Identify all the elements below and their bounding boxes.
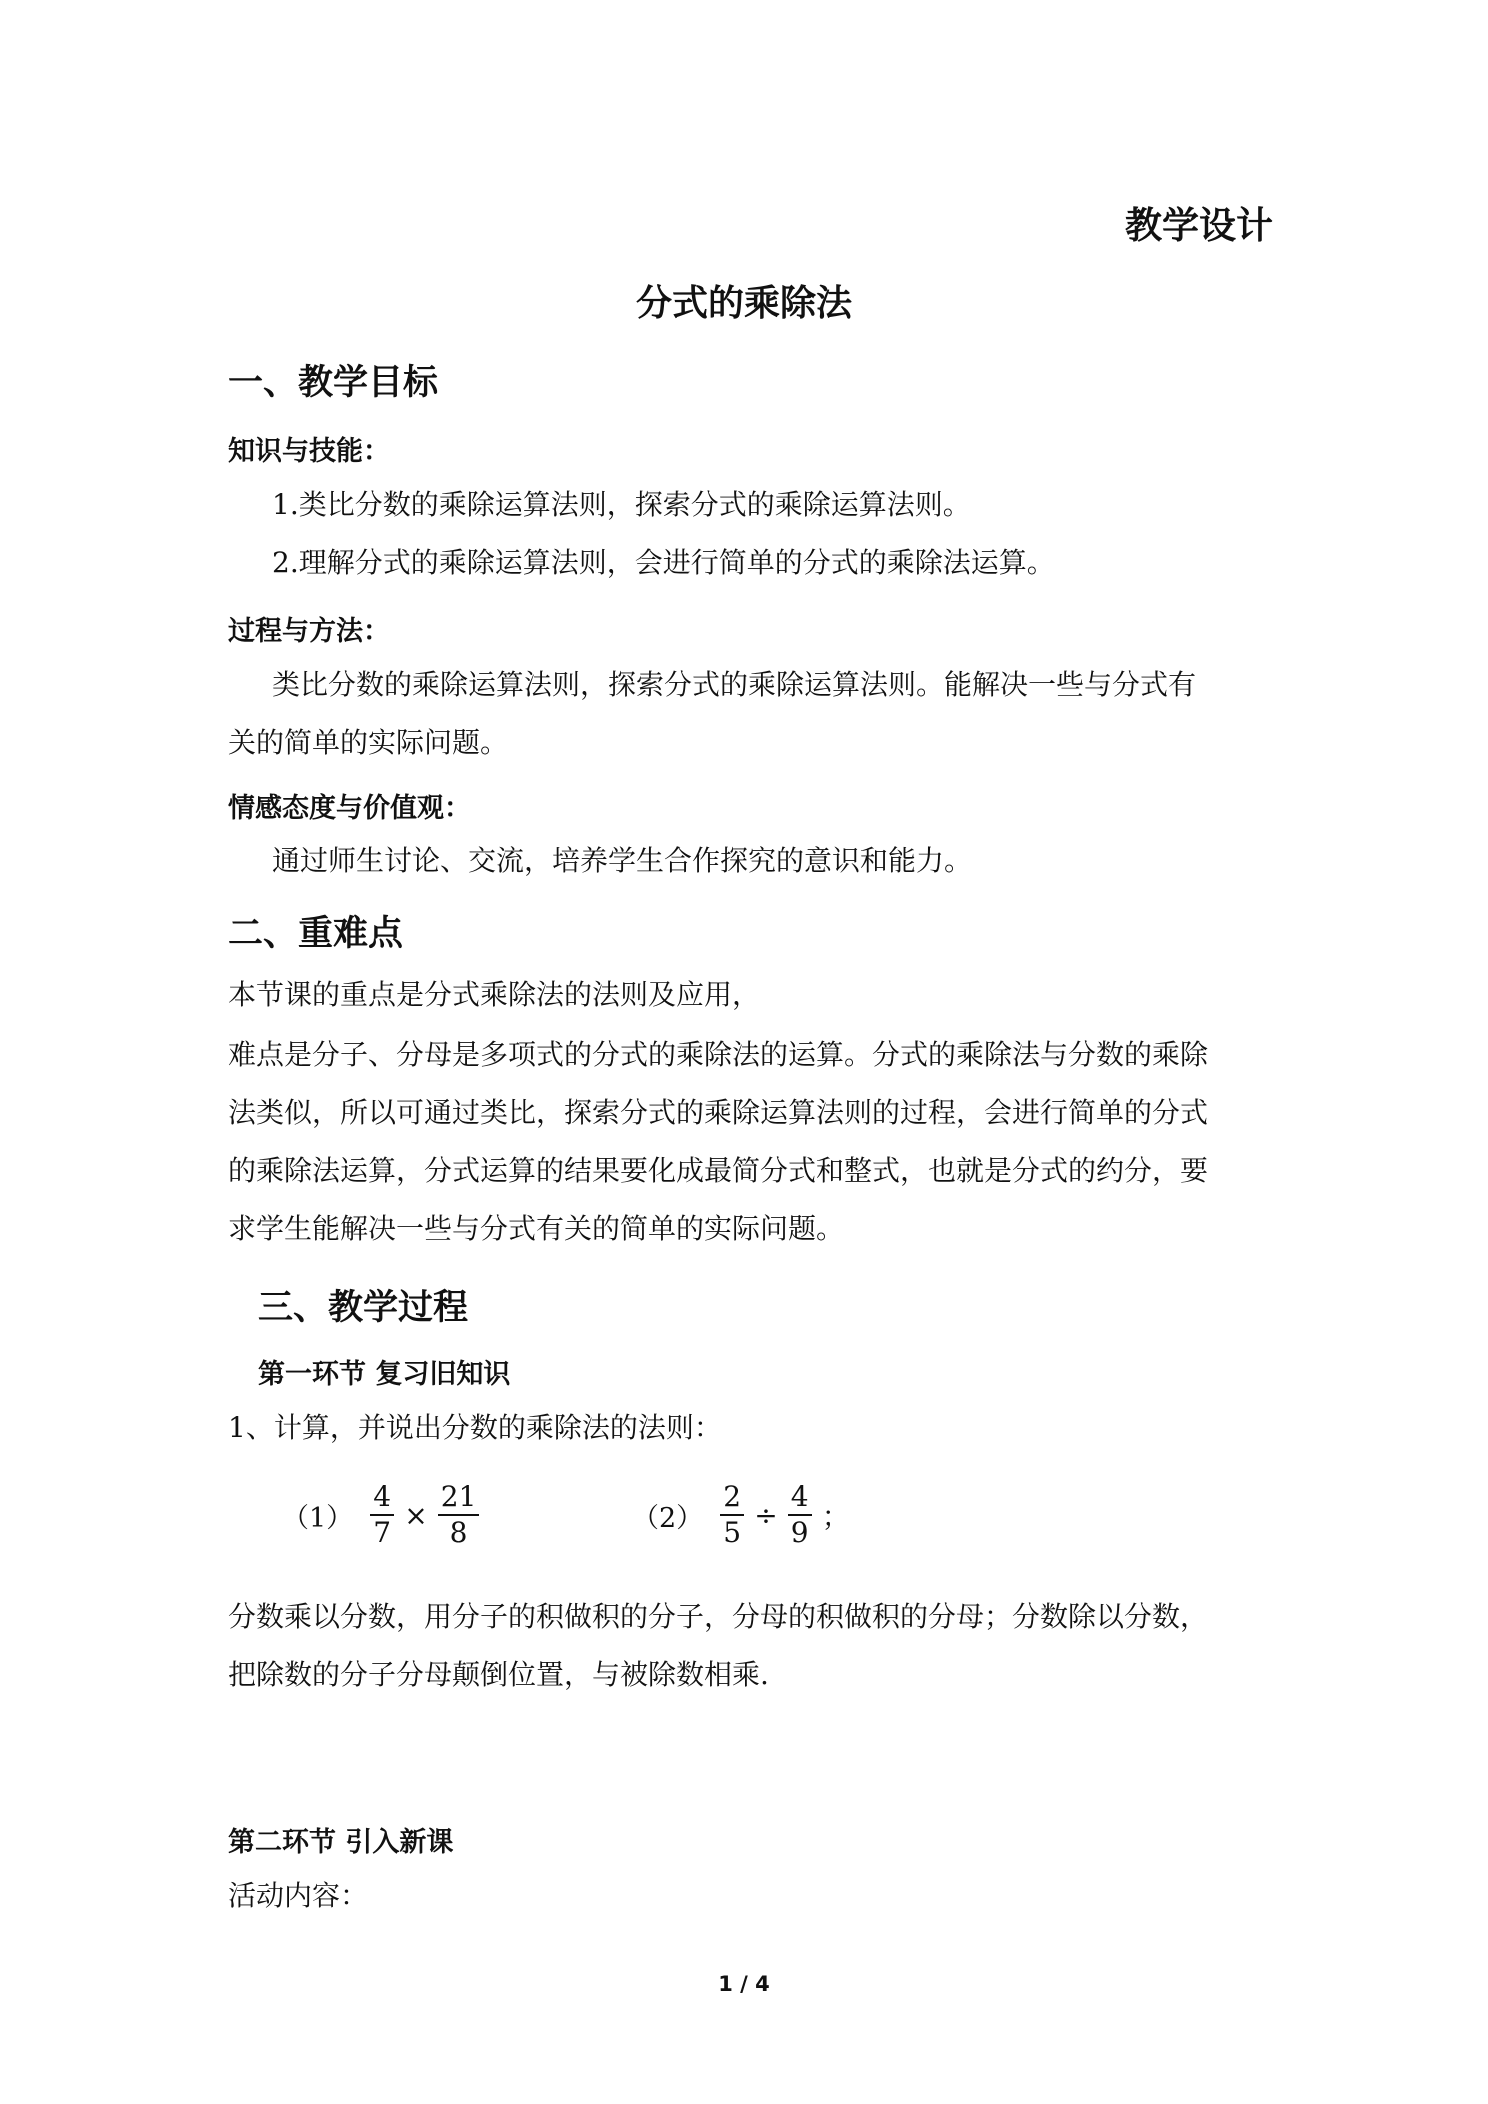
- fraction-4-9: [788, 1480, 812, 1550]
- difficulty-line-1: 难点是分子、分母是多项式的分式的乘除法的运算。分式的乘除法与分数的乘除: [228, 1038, 1209, 1071]
- document-type-label: 教学设计: [1125, 204, 1273, 247]
- denominator: 7: [373, 1516, 392, 1549]
- knowledge-item-1: 1.类比分数的乘除运算法则，探索分式的乘除运算法则。: [272, 488, 971, 521]
- fraction-4-7: [370, 1480, 394, 1550]
- step2-heading: 第二环节 引入新课: [228, 1827, 454, 1858]
- exercise-1: [282, 1480, 481, 1550]
- section-heading-objectives: 一、教学目标: [228, 363, 439, 403]
- numerator: 4: [788, 1480, 812, 1516]
- process-text-line-1: 类比分数的乘除运算法则，探索分式的乘除运算法则。能解决一些与分式有: [272, 668, 1197, 701]
- difficulty-line-2: 法类似，所以可通过类比，探索分式的乘除运算法则的过程，会进行简单的分式: [228, 1096, 1209, 1129]
- step1-heading: 第一环节 复习旧知识: [258, 1359, 511, 1390]
- document-title: 分式的乘除法: [635, 283, 852, 324]
- step1-task: 1、计算，并说出分数的乘除法的法则：: [228, 1411, 722, 1444]
- section-heading-teaching-process: 三、教学过程: [258, 1288, 469, 1328]
- activity-content-label: 活动内容：: [228, 1879, 369, 1912]
- page-number: 1 / 4: [718, 1972, 770, 1996]
- multiply-sign: ×: [404, 1498, 428, 1532]
- difficulty-line-3: 的乘除法运算，分式运算的结果要化成最简分式和整式，也就是分式的约分，要: [228, 1154, 1209, 1187]
- knowledge-item-2: 2.理解分式的乘除运算法则，会进行简单的分式的乘除法运算。: [272, 546, 1055, 579]
- divide-sign: ÷: [754, 1498, 778, 1532]
- knowledge-skills-label: 知识与技能：: [228, 436, 390, 467]
- key-point-line-1: 本节课的重点是分式乘除法的法则及应用，: [228, 978, 761, 1011]
- denominator: 9: [790, 1516, 809, 1549]
- semicolon: ；: [821, 1500, 850, 1533]
- emotion-text: 通过师生讨论、交流，培养学生合作探究的意识和能力。: [272, 844, 973, 877]
- fraction-21-8: [438, 1480, 480, 1550]
- process-method-label: 过程与方法：: [228, 616, 390, 647]
- section-heading-key-points: 二、重难点: [228, 914, 404, 954]
- numerator: 4: [370, 1480, 394, 1516]
- numerator: 21: [438, 1480, 480, 1516]
- difficulty-line-4: 求学生能解决一些与分式有关的简单的实际问题。: [228, 1212, 845, 1245]
- numerator: 2: [720, 1480, 744, 1516]
- process-text-line-2: 关的简单的实际问题。: [228, 726, 509, 759]
- denominator: 5: [723, 1516, 742, 1549]
- fraction-rule-line-2: 把除数的分子分母颠倒位置，与被除数相乘.: [228, 1658, 769, 1691]
- emotion-values-label: 情感态度与价值观：: [228, 793, 471, 824]
- exercise-2: [632, 1480, 853, 1550]
- exercise-1-label: （1）: [282, 1502, 354, 1534]
- fraction-2-5: [720, 1480, 744, 1550]
- fraction-rule-line-1: 分数乘以分数，用分子的积做积的分子，分母的积做积的分母；分数除以分数，: [228, 1600, 1209, 1633]
- denominator: 8: [449, 1516, 468, 1549]
- exercise-2-label: （2）: [632, 1502, 704, 1534]
